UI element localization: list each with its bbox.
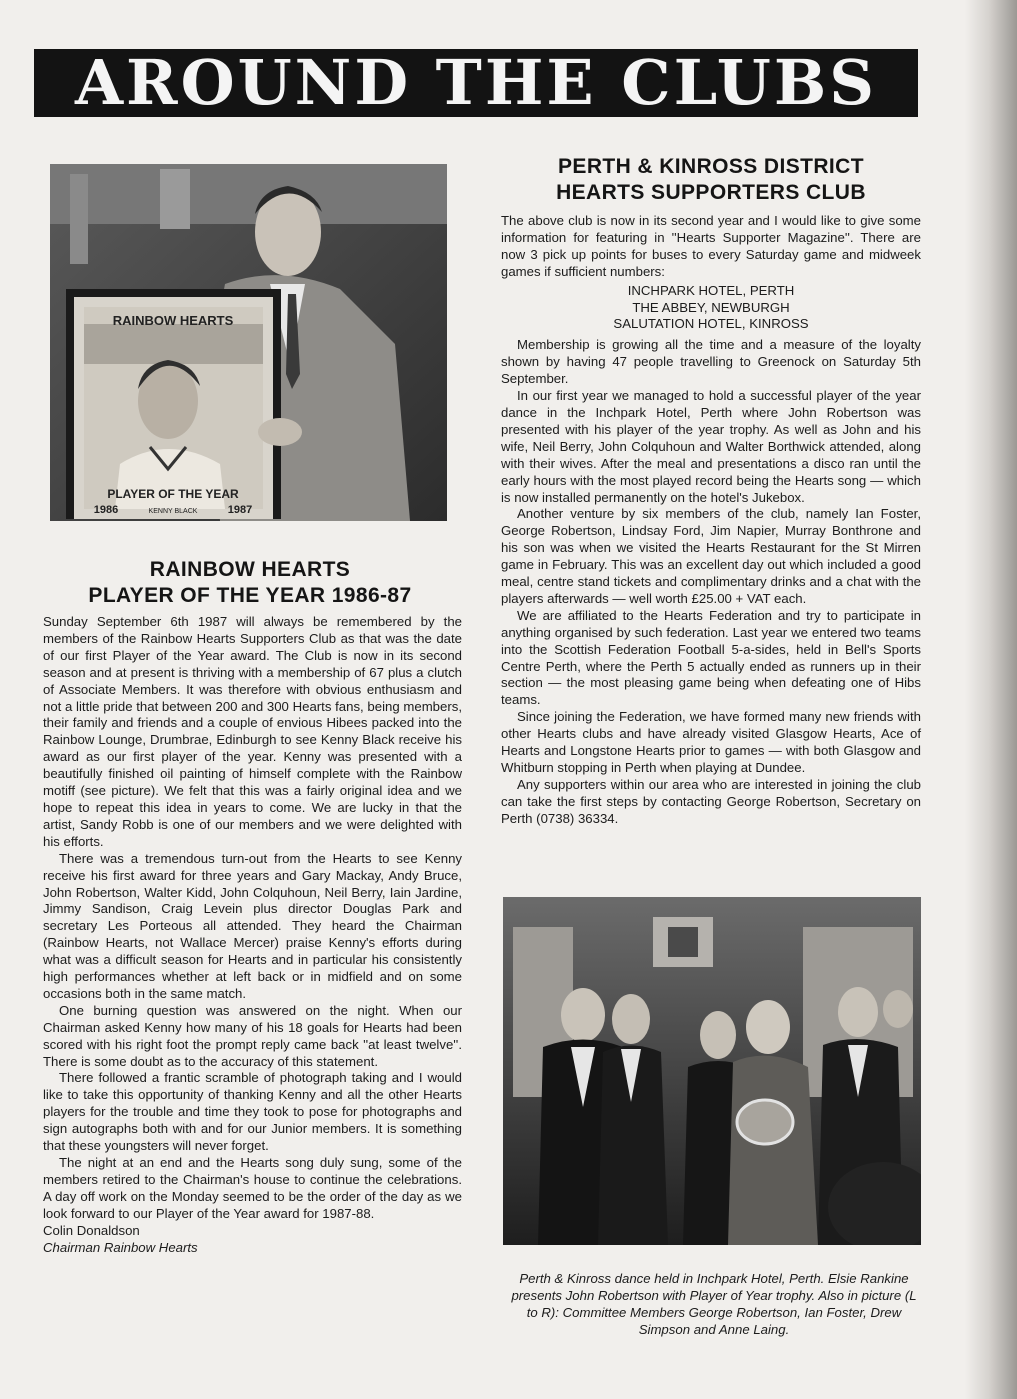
- left-paragraph: There followed a frantic scramble of photograph taking and I would like to take this opportunity of thanking Kenny and all the other Hearts players for the trouble and time they took to pose for photographs and sign autographs both with and for our Junior members. It is something that these youngsters will never forget.: [43, 1070, 462, 1154]
- kenny-black-photo: [50, 164, 447, 521]
- right-article-body: [501, 213, 921, 828]
- right-headline-line1: PERTH & KINROSS DISTRICT: [558, 155, 864, 178]
- pickup-point: THE ABBEY, NEWBURGH: [632, 299, 790, 315]
- left-signature: [43, 1223, 462, 1257]
- right-paragraph: Since joining the Federation, we have formed many new friends with other Hearts clubs and have already visited Glasgow Hearts, Ace of Hearts and Longstone Hearts prior to games — with both Glasgow and Whitburn stopping in Perth when playing at Dundee.: [501, 709, 921, 775]
- trophy-presentation-image: [503, 897, 921, 1245]
- left-paragraph: There was a tremendous turn-out from the Hearts to see Kenny receive his first award for three years and Gary Mackay, Andy Bruce, John Robertson, Walter Kidd, John Colquhoun, Neil Berry, Iain Jardine, Jimmy Sandison, Craig Levein plus director Douglas Park and secretary Les Porteous all attended. They heard the Chairman (Rainbow Hearts, not Wallace Mercer) praise Kenny's efforts during what was a difficult season for Hearts and in particular his consistently high performances whether at left back or in midfield and on some occasions both in the same match.: [43, 850, 462, 1001]
- left-article-body: [43, 614, 462, 1256]
- right-paragraph: In our first year we managed to hold a successful player of the year dance in the Inchpark Hotel, Perth where John Robertson was presented with his player of the year trophy. As well as John and his wife, Neil Berry, John Colquhoun and Walter Borthwick attended, along with their wives. After the meal and presentations a disco ran until the early hours with the most played record being the Hearts song — which is now installed permanently on the hotel's Jukebox.: [501, 388, 921, 505]
- right-paragraph: We are affiliated to the Hearts Federation and try to participate in anything organised by such federation. Last year we entered two teams into the Scottish Federation Football 5-a-sides, held in Bell's Sports Centre Perth, where the Perth 5 actually ended as runners up in their section — the most pleasing game being when defeating one of Hibs teams.: [501, 607, 921, 708]
- left-paragraph: One burning question was answered on the night. When our Chairman asked Kenny how many of his 18 goals for Hearts had been scored with his right foot the prompt reply came back ''at least twelve''. There is some doubt as to the accuracy of this statement.: [43, 1002, 462, 1069]
- portrait-presentation-image: [50, 164, 447, 521]
- signature-name: Colin Donaldson: [43, 1222, 140, 1238]
- left-headline-line1: RAINBOW HEARTS: [149, 558, 351, 581]
- right-paragraph: Membership is growing all the time and a measure of the loyalty shown by having 47 people travelling to Greenock on Saturday 5th September.: [501, 337, 921, 387]
- inchpark-dance-photo: [503, 897, 921, 1245]
- banner-title: AROUND THE CLUBS: [74, 49, 878, 117]
- left-paragraph: Sunday September 6th 1987 will always be remembered by the members of the Rainbow Hearts Supporters Club as that was the date of our first Player of the Year award. The Club is now in its second season and at present is thriving with a membership of 67 plus a clutch of Associate Members. It was therefore with obvious enthusiasm and not a little pride that between 200 and 300 Hearts fans, being members, their family and friends and a couple of envious Hibees packed into the Rainbow Lounge, Drumbrae, Edinburgh to see Kenny Black receive his award as our first player of the year. Kenny was presented with a beautifully finished oil painting of himself complete with the Rainbow motiff (see picture). We felt that this was a fairly original idea and we hope to repeat this idea in years to come. We are lucky in that the artist, Sandy Robb is one of our members and we were delighted with his efforts.: [43, 614, 462, 849]
- painting-name: KENNY BLACK: [148, 508, 198, 515]
- page-edge-shadow: [965, 0, 1017, 1399]
- painting-bottom-text: PLAYER OF THE YEAR: [107, 487, 239, 501]
- photo-caption: Perth & Kinross dance held in Inchpark Hotel, Perth. Elsie Rankine presents John Robertson with Player of Year trophy. Also in picture (L to R): Committee Members George Robertson, Ian Foster, Drew Simpson and Anne Laing.: [511, 1271, 917, 1337]
- painting-year-right: 1987: [227, 504, 253, 516]
- pickup-points-list: [501, 283, 921, 334]
- right-article-headline: [500, 154, 922, 206]
- painting-year-left: 1986: [93, 504, 119, 516]
- section-banner: [34, 49, 918, 117]
- left-article-headline: [40, 557, 460, 609]
- pickup-point: INCHPARK HOTEL, PERTH: [627, 282, 795, 298]
- right-headline-line2: HEARTS SUPPORTERS CLUB: [556, 181, 866, 204]
- right-paragraph: Another venture by six members of the club, namely Ian Foster, George Robertson, Lindsay Ford, Jim Napier, Murray Bonthrone and his son was when we visited the Hearts Restaurant for the St Mirren game in February. This was an excellent day out which included a good meal, centre stand tickets and complimentary drinks and a chat with the players afterwards — well worth £25.00 + VAT each.: [501, 506, 921, 606]
- pickup-point: SALUTATION HOTEL, KINROSS: [613, 316, 809, 332]
- signature-role: Chairman Rainbow Hearts: [43, 1239, 198, 1255]
- left-headline-line2: PLAYER OF THE YEAR 1986-87: [88, 584, 412, 607]
- painting-top-text: RAINBOW HEARTS: [112, 313, 234, 328]
- right-paragraph: Any supporters within our area who are interested in joining the club can take the first steps by contacting George Robertson, Secretary on Perth (0738) 36334.: [501, 776, 921, 826]
- right-intro: The above club is now in its second year and I would like to give some information for featuring in ''Hearts Supporter Magazine''. There are now 3 pick up points for buses to every Saturday game and midweek games if sufficient numbers:: [501, 213, 921, 279]
- left-paragraph: The night at an end and the Hearts song duly sung, some of the members retired to the Chairman's house to continue the celebrations. A day off work on the Monday seemed to be the order of the day as we look forward to our Player of the Year award for 1987-88.: [43, 1155, 462, 1221]
